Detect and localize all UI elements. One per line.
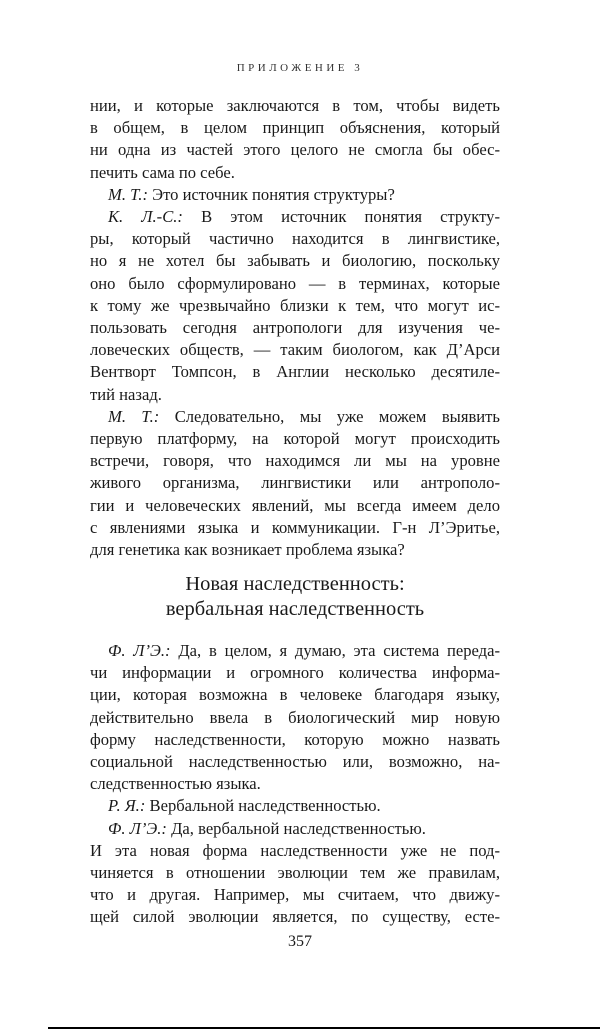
line-text: первую платформу, на которой могут происходить xyxy=(90,429,500,449)
text-line xyxy=(90,906,500,928)
line-text: ры, который частично находится в лингвистике, xyxy=(90,229,500,249)
text-line xyxy=(90,751,500,773)
text-line xyxy=(90,339,500,361)
line-text: И эта новая форма наследственности уже не под- xyxy=(90,840,500,860)
speaker-label: М. Т.: xyxy=(108,406,160,426)
section-heading-line-1: Новая наследственность: xyxy=(185,573,405,595)
line-text: гии и человеческих явлений, мы всегда имеем дело xyxy=(90,495,500,515)
line-text: чиняется в отношении эволюции тем же правилам, xyxy=(90,863,500,883)
text-line xyxy=(90,707,500,729)
line-text: но я не хотел бы забывать и биологию, поскольку xyxy=(90,251,500,271)
text-line xyxy=(90,684,500,706)
line-text: Да, в целом, я думаю, эта система переда- xyxy=(170,641,500,660)
text-line xyxy=(90,818,500,840)
line-text: форму наследственности, которую можно назвать xyxy=(90,729,500,749)
text-line xyxy=(90,729,500,751)
line-text: печить сама по себе. xyxy=(90,162,235,182)
line-text: оно было сформулировано — в терминах, которые xyxy=(90,273,500,293)
text-line xyxy=(90,472,500,494)
line-text: пользовать сегодня антропологи для изучения че- xyxy=(90,318,500,338)
text-line xyxy=(90,662,500,684)
bottom-rule xyxy=(48,1027,600,1029)
text-line xyxy=(90,384,500,406)
line-text: для генетика как возникает проблема языка? xyxy=(90,540,405,560)
page-number: 357 xyxy=(288,933,312,950)
line-text: Это источник понятия структуры? xyxy=(147,184,395,204)
line-text: Следовательно, мы уже можем выявить xyxy=(159,406,500,426)
speaker-label: М. Т.: xyxy=(108,184,148,204)
line-text: чи информации и огромного количества информа- xyxy=(90,663,500,683)
text-line xyxy=(90,406,500,428)
line-text: Вербальной наследственностью. xyxy=(145,796,381,816)
text-line xyxy=(90,840,500,862)
text-line xyxy=(90,95,500,117)
text-line xyxy=(90,640,500,662)
line-text: Да, вербальной наследственностью. xyxy=(166,818,426,838)
text-line xyxy=(90,450,500,472)
text-line xyxy=(90,884,500,906)
section-heading-line-2: вербальная наследственность xyxy=(165,598,425,620)
text-line xyxy=(90,773,500,795)
line-text: встречи, говоря, что находимся ли мы на уровне xyxy=(90,451,500,471)
text-line xyxy=(90,117,500,139)
line-text: действительно ввела в биологический мир новую xyxy=(90,707,500,727)
text-line xyxy=(90,795,500,817)
speaker-label: К. Л.-С.: xyxy=(108,207,183,227)
line-text: живого организма, лингвистики или антрополо- xyxy=(90,473,500,493)
speaker-label: Ф. Л’Э.: xyxy=(108,818,167,838)
line-text: ции, которая возможна в человеке благодаря языку, xyxy=(90,685,500,705)
line-text: щей силой эволюции является, по существу, есте- xyxy=(90,907,500,927)
text-line xyxy=(90,539,500,561)
line-text: Вентворт Томпсон, в Англии несколько десятиле- xyxy=(90,362,500,382)
line-text: с явлениями языка и коммуникации. Г-н Л’Эритье, xyxy=(90,517,500,537)
line-text: нии, и которые заключаются в том, чтобы видеть xyxy=(90,96,500,115)
text-line xyxy=(90,273,500,295)
line-text: В этом источник понятия структу- xyxy=(182,207,500,227)
text-line xyxy=(90,495,500,517)
text-line xyxy=(90,184,500,206)
line-text: следственностью языка. xyxy=(90,774,261,794)
speaker-label: Р. Я.: xyxy=(108,796,146,816)
text-line xyxy=(90,228,500,250)
text-line xyxy=(90,317,500,339)
line-text: социальной наследственностью или, возможно, на- xyxy=(90,752,500,772)
text-line xyxy=(90,428,500,450)
text-line xyxy=(90,206,500,228)
running-head: ПРИЛОЖЕНИЕ 3 xyxy=(236,62,364,74)
text-line xyxy=(90,862,500,884)
text-line xyxy=(90,250,500,272)
line-text: ни одна из частей этого целого не смогла бы обес- xyxy=(90,140,500,160)
text-block-dialogue-1 xyxy=(90,95,500,561)
line-text: в общем, в целом принцип объяснения, который xyxy=(90,118,500,138)
text-line xyxy=(90,517,500,539)
text-block-dialogue-2 xyxy=(90,640,500,929)
line-text: ловеческих обществ, — таким биологом, как Д’Арси xyxy=(90,340,500,360)
line-text: что и другая. Например, мы считаем, что движу- xyxy=(90,885,500,905)
text-line xyxy=(90,361,500,383)
line-text: тий назад. xyxy=(90,384,162,404)
text-line xyxy=(90,295,500,317)
speaker-label: Ф. Л’Э.: xyxy=(108,641,171,660)
line-text: к тому же чрезвычайно близки к тем, что могут ис- xyxy=(90,295,500,315)
section-heading xyxy=(90,572,500,622)
text-line xyxy=(90,139,500,161)
text-line xyxy=(90,162,500,184)
